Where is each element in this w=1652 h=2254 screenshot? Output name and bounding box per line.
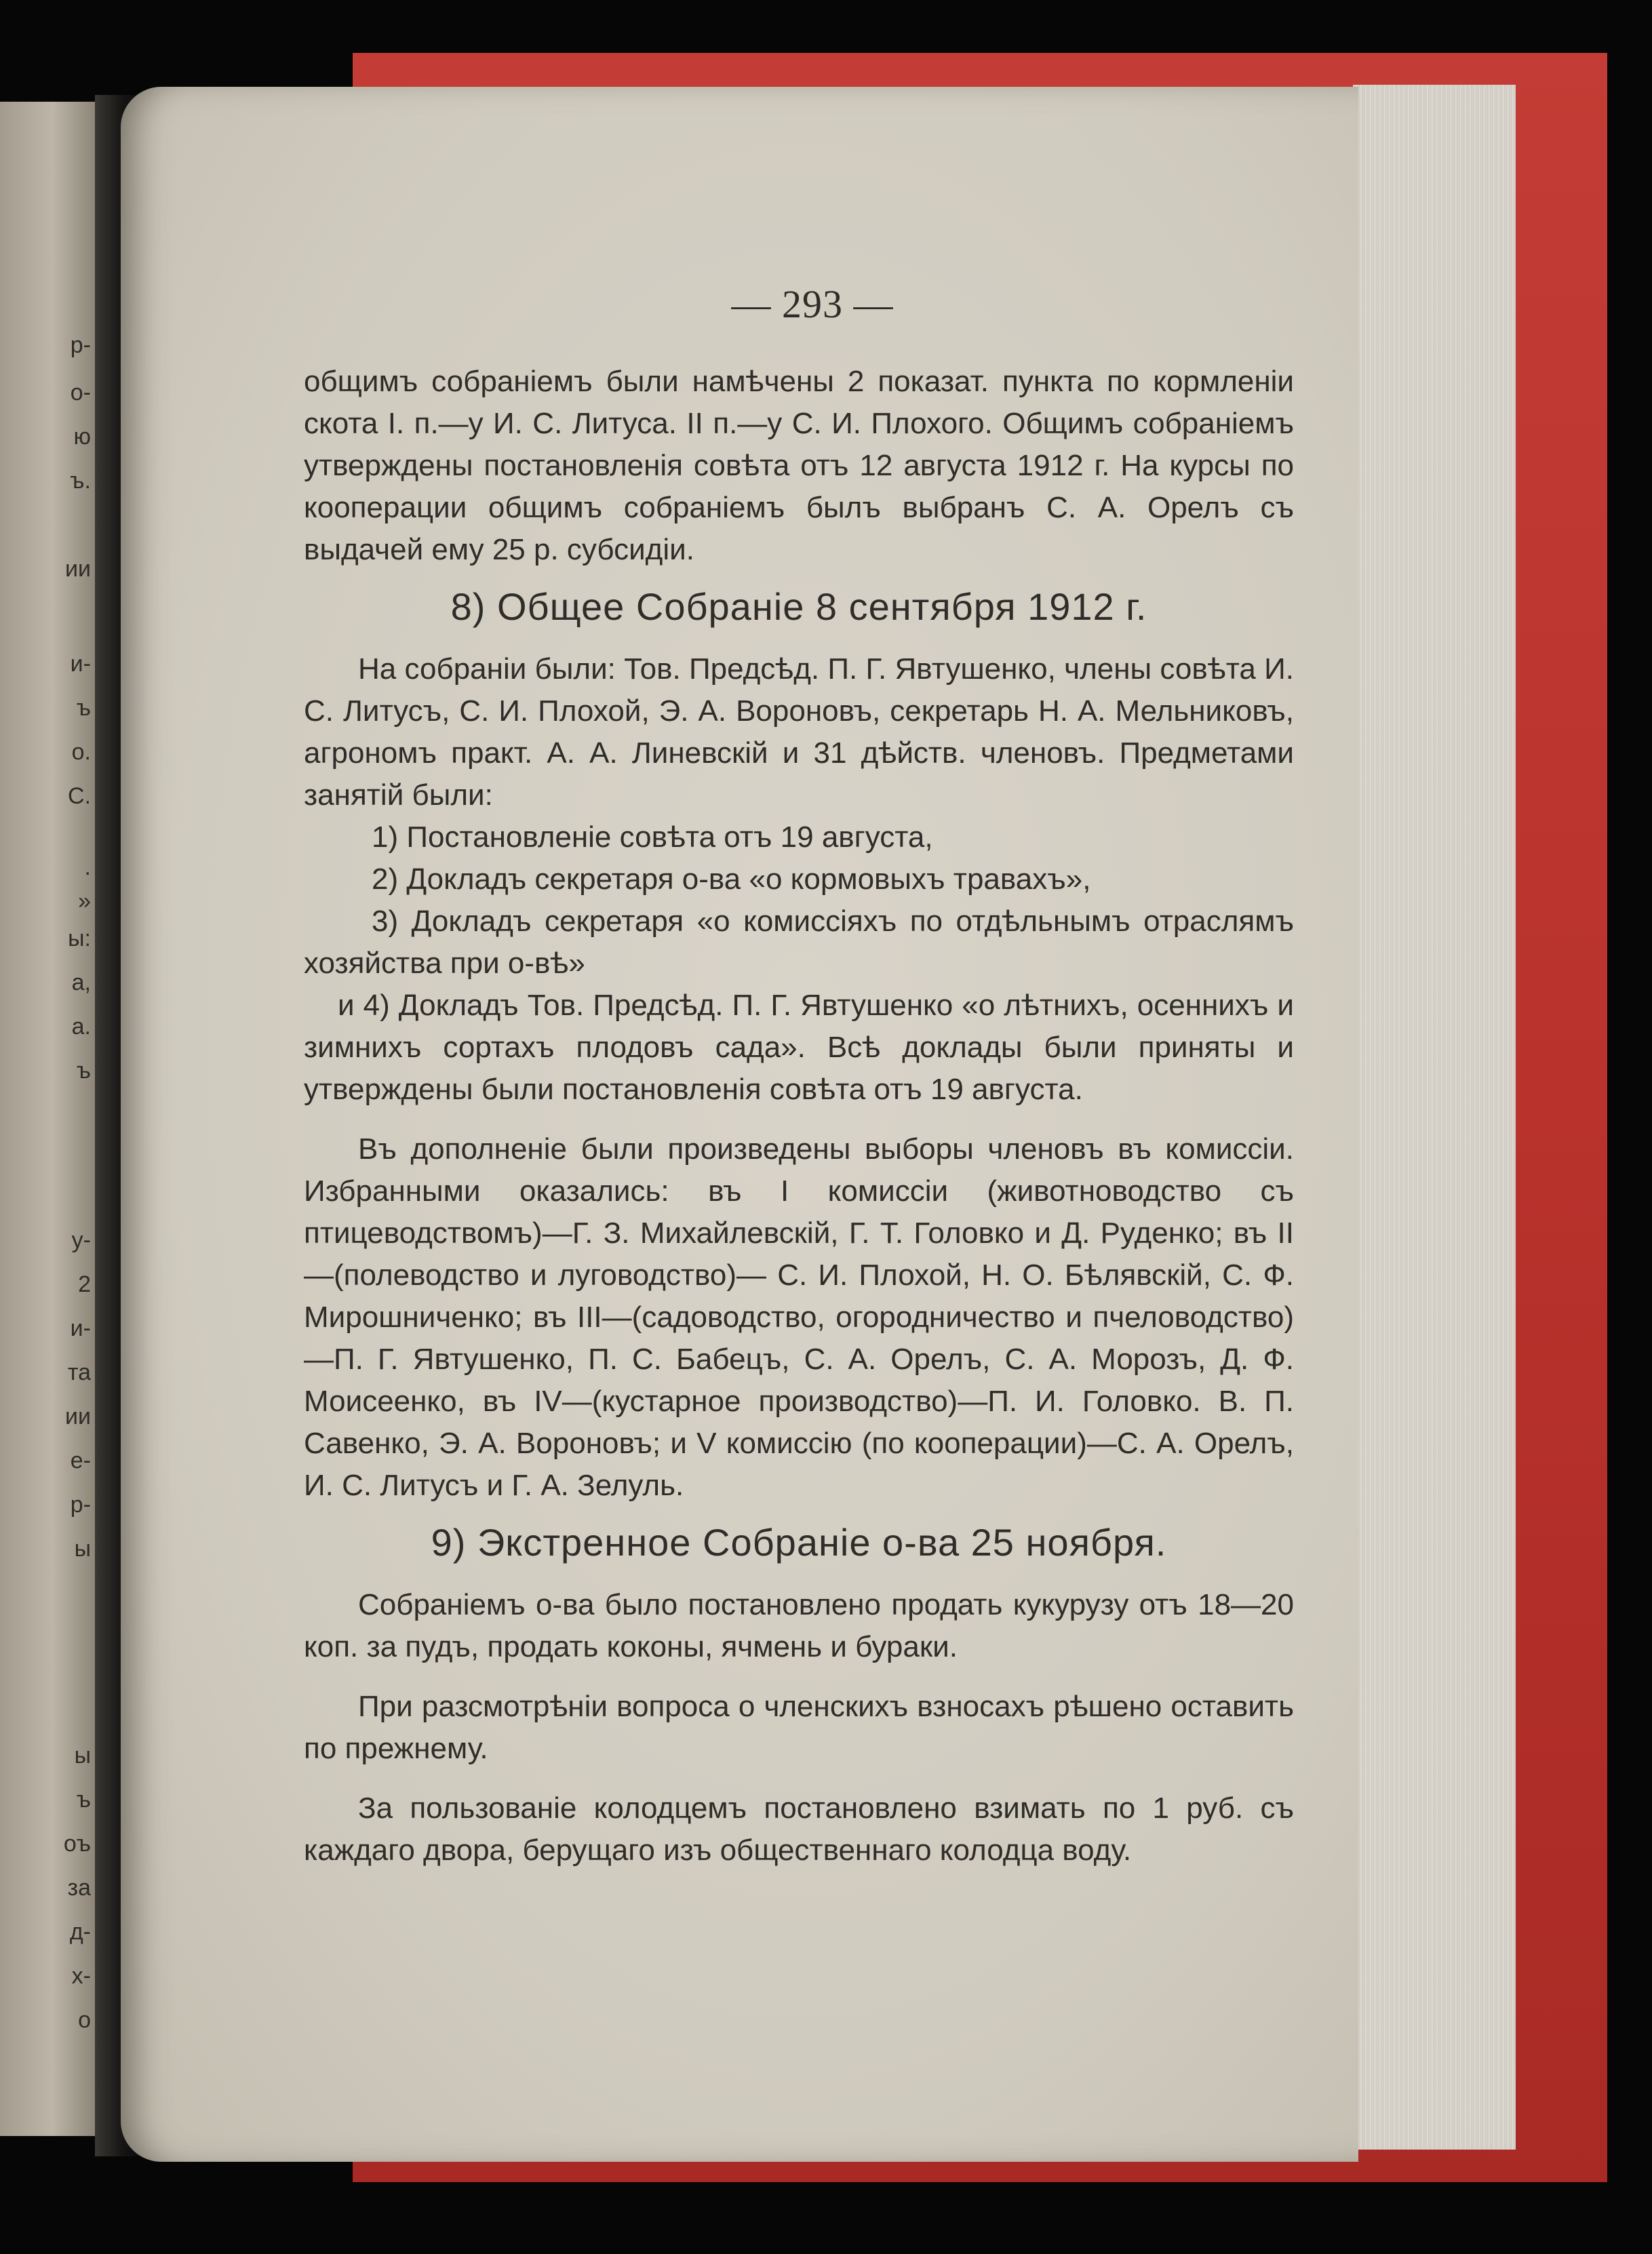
left-fragment: ъ <box>76 1058 91 1084</box>
left-fragment: р- <box>70 1492 91 1518</box>
left-fragment: о <box>78 2007 91 2033</box>
members-paragraph: На собраніи были: Тов. Предсѣд. П. Г. Явтушенко, члены совѣта И. С. Литусъ, С. И. Плохой, Э. А. Вороновъ, секретарь Н. А. Мельниковъ, агрономъ практ. А. А. Линевскій и 31 дѣйств. членовъ. Предметами занятій были: <box>304 652 1294 812</box>
section-9-heading: 9) Экстренное Собраніе о-ва 25 ноября. <box>431 1521 1167 1564</box>
left-fragment: р- <box>70 332 91 358</box>
elections-paragraph: Въ дополненіе были произведены выборы членовъ въ комиссіи. Избранными оказались: въ I комиссіи (животноводство съ птицеводствомъ)—Г. З. Михайлевскій, Г. Т. Головко и Д. Руденко; въ II—(полеводство и луговодство)— С. И. Плохой, Н. О. Бѣлявскій, С. Ф. Мирошниченко; въ III—(садоводство, огородничество и пчеловодство)—П. Г. Явтушенко, П. С. Бабецъ, С. А. Орелъ, С. А. Морозъ, Д. Ф. Моисеенко, въ IV—(кустарное производство)—П. И. Головко. В. П. Савенко, Э. А. Вороновъ; и V комиссію (по кооперации)—С. А. Орелъ, И. С. Литусъ и Г. А. Зелуль. <box>304 1132 1294 1502</box>
left-fragment: и- <box>70 651 91 677</box>
left-fragment: ы <box>74 1536 91 1562</box>
left-fragment: ы <box>74 1743 91 1768</box>
left-fragment: е- <box>70 1448 91 1474</box>
left-fragment: за <box>67 1875 91 1901</box>
section-9-paragraph-1: Собраніемъ о-ва было постановлено продать кукурузу отъ 18—20 коп. за пудъ, продать коконы, ячмень и бураки. <box>304 1588 1294 1663</box>
left-fragment: у- <box>71 1227 91 1253</box>
left-fragment: ъ. <box>70 468 91 494</box>
section-8-heading: 8) Общее Собраніе 8 сентября 1912 г. <box>450 585 1147 628</box>
left-fragment: та <box>67 1360 91 1385</box>
left-fragment: о- <box>70 380 91 406</box>
left-fragment: С. <box>68 783 91 809</box>
previous-page-fragment <box>0 102 95 2136</box>
agenda-item-1: 1) Постановленіе совѣта отъ 19 августа, <box>372 820 933 854</box>
agenda-item-3: 3) Докладъ секретаря «о комиссіяхъ по отдѣльнымъ отраслямъ хозяйства при о-вѣ» <box>304 905 1294 980</box>
agenda-item-2: 2) Докладъ секретаря о-ва «о кормовыхъ травахъ», <box>372 863 1091 896</box>
page-edges <box>1353 85 1516 2150</box>
left-fragment: . <box>84 854 91 880</box>
left-fragment: а, <box>71 970 91 995</box>
left-fragment: и- <box>70 1316 91 1341</box>
section-9-paragraph-3: За пользованіе колодцемъ постановлено взимать по 1 руб. съ каждаго двора, берущаго изъ общественнаго колодца воду. <box>304 1792 1294 1867</box>
left-fragment: оъ <box>63 1831 91 1857</box>
left-fragment: ии <box>65 1404 91 1429</box>
left-fragment: ы: <box>68 926 91 951</box>
left-fragment: ъ <box>76 695 91 721</box>
book-page <box>121 87 1358 2162</box>
section-9-paragraph-2: При разсмотрѣніи вопроса о членскихъ взносахъ рѣшено оставить по прежнему. <box>304 1690 1294 1765</box>
left-fragment: 2 <box>78 1271 91 1297</box>
left-fragment: ю <box>73 424 91 450</box>
agenda-item-4: и 4) Докладъ Тов. Предсѣд. П. Г. Явтушенко «о лѣтнихъ, осеннихъ и зимнихъ сортахъ плодовъ сада». Всѣ доклады были приняты и утверждены были постановленія совѣта отъ 19 августа. <box>304 989 1294 1106</box>
page-text-block <box>304 283 1294 1872</box>
left-fragment: ъ <box>76 1787 91 1813</box>
left-fragment: ии <box>65 556 91 582</box>
left-fragment: о. <box>71 739 91 765</box>
left-fragment: а. <box>71 1014 91 1040</box>
left-fragment: д- <box>69 1919 91 1945</box>
left-fragment: х- <box>71 1963 91 1989</box>
intro-paragraph: общимъ собраніемъ были намѣчены 2 показат. пункта по кормленіи скота I. п.—у И. С. Литуса. II п.—у С. И. Плохого. Общимъ собраніемъ утверждены постановленія совѣта отъ 12 августа 1912 г. На курсы по кооперации общимъ собраніемъ былъ выбранъ С. А. Орелъ съ выдачей ему 25 р. субсидіи. <box>304 365 1294 566</box>
page-number: — 293 — <box>731 282 894 326</box>
left-fragment: » <box>78 888 91 914</box>
